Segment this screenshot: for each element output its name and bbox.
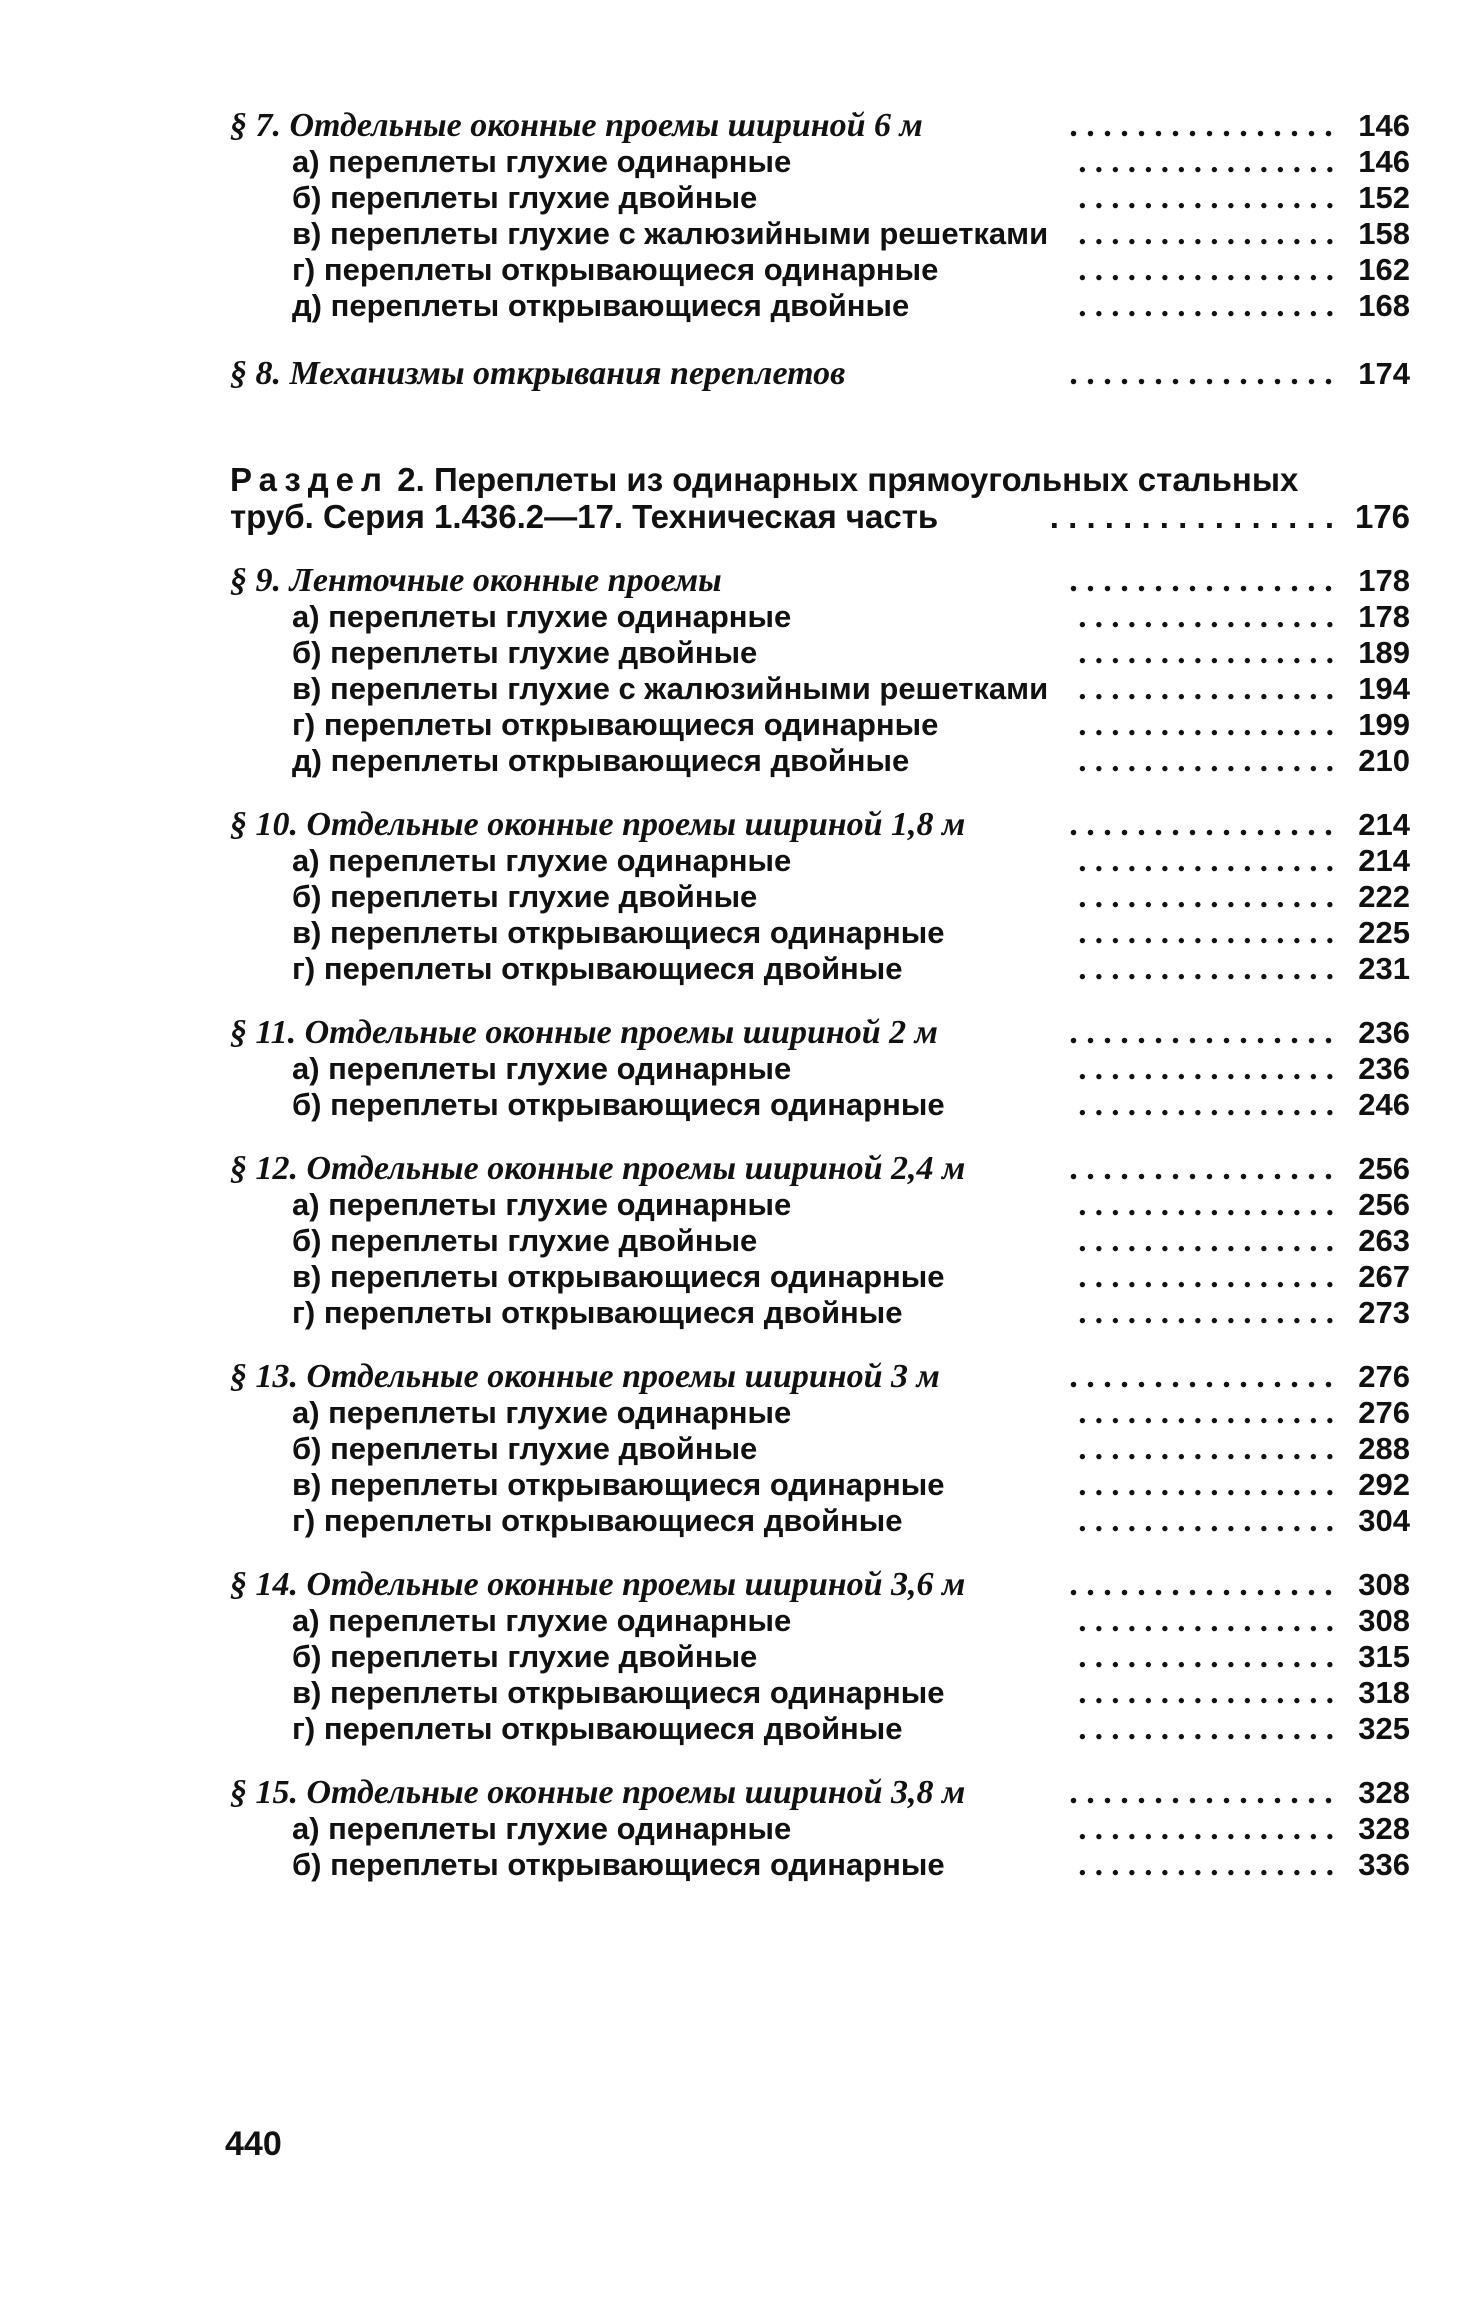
section-title: § 12. Отдельные оконные проемы шириной 2,4 м [230, 1150, 966, 1187]
leader-dots: . . . . . . . . . . . . . . . . [1078, 1467, 1334, 1503]
toc-item [230, 1639, 1410, 1675]
leader-dots: . . . . . . . . . . . . . . . . [1078, 915, 1334, 951]
page-ref: 236 [1358, 1051, 1410, 1086]
toc-item [230, 1431, 1410, 1467]
toc-item [230, 635, 1410, 671]
leader-dots: . . . . . . . . . . . . . . . . [1078, 1051, 1334, 1087]
toc-item [230, 1295, 1410, 1331]
page-ref: 222 [1358, 879, 1410, 914]
toc-item [230, 1395, 1410, 1431]
leader-dots: . . . . . . . . . . . . . . . . [1078, 1187, 1334, 1223]
leader-dots: . . . . . . . . . . . . . . . . [1078, 1503, 1334, 1539]
page-ref: 304 [1358, 1503, 1410, 1538]
leader-dots: . . . . . . . . . . . . . . . . [1078, 843, 1334, 879]
item-label: а) переплеты глухие одинарные [292, 1603, 792, 1638]
page-ref: 336 [1358, 1847, 1410, 1882]
page-ref: 214 [1358, 843, 1410, 878]
leader-dots: . . . . . . . . . . . . . . . . [1078, 1087, 1334, 1123]
toc-item [230, 288, 1410, 324]
leader-dots: . . . . . . . . . . . . . . . . [1078, 743, 1334, 779]
toc-item [230, 599, 1410, 635]
page-ref: 146 [1358, 144, 1410, 179]
toc-item [230, 671, 1410, 707]
section-title: § 7. Отдельные оконные проемы шириной 6 м [230, 107, 923, 144]
toc-item [230, 144, 1410, 180]
item-label: в) переплеты глухие с жалюзийными решетками [292, 671, 1049, 706]
leader-dots: . . . . . . . . . . . . . . . . [1078, 1431, 1334, 1467]
toc-item [230, 915, 1410, 951]
page-ref: 176 [1354, 498, 1410, 535]
toc-item [230, 1603, 1410, 1639]
item-label: г) переплеты открывающиеся двойные [292, 1295, 903, 1330]
leader-dots: . . . . . . . . . . . . . . . . [1078, 180, 1334, 216]
item-label: г) переплеты открывающиеся двойные [292, 1503, 903, 1538]
toc-item [230, 1223, 1410, 1259]
leader-dots: . . . . . . . . . . . . . . . . [1078, 1675, 1334, 1711]
page-ref: 236 [1358, 1015, 1410, 1050]
leader-dots: . . . . . . . . . . . . . . . . [1078, 879, 1334, 915]
part-title-line-1: 2. Переплеты из одинарных прямоугольных стальных [397, 461, 1299, 498]
leader-dots: . . . . . . . . . . . . . . . . [1078, 1295, 1334, 1331]
part-heading-line-1 [230, 462, 1410, 499]
item-label: в) переплеты открывающиеся одинарные [292, 1259, 945, 1294]
section-title: § 9. Ленточные оконные проемы [230, 562, 722, 599]
page-ref: 318 [1358, 1675, 1410, 1710]
leader-dots: . . . . . . . . . . . . . . . . [1049, 499, 1334, 535]
page-ref: 199 [1358, 707, 1410, 742]
page-ref: 210 [1358, 743, 1410, 778]
item-label: в) переплеты открывающиеся одинарные [292, 1467, 945, 1502]
item-label: г) переплеты открывающиеся одинарные [292, 707, 939, 742]
leader-dots: . . . . . . . . . . . . . . . . [1078, 1259, 1334, 1295]
item-label: б) переплеты открывающиеся одинарные [292, 1087, 945, 1122]
toc-item [230, 252, 1410, 288]
leader-dots: . . . . . . . . . . . . . . . . [1078, 707, 1334, 743]
leader-dots: . . . . . . . . . . . . . . . . [1070, 1015, 1334, 1051]
item-label: а) переплеты глухие одинарные [292, 1187, 792, 1222]
toc-item [230, 843, 1410, 879]
toc-section-15 [230, 1775, 1410, 1811]
leader-dots: . . . . . . . . . . . . . . . . [1070, 563, 1334, 599]
item-label: б) переплеты глухие двойные [292, 879, 758, 914]
page-ref: 263 [1358, 1223, 1410, 1258]
page-ref: 162 [1358, 252, 1410, 287]
item-label: г) переплеты открывающиеся одинарные [292, 252, 939, 287]
leader-dots: . . . . . . . . . . . . . . . . [1078, 1811, 1334, 1847]
item-label: б) переплеты глухие двойные [292, 1639, 758, 1674]
leader-dots: . . . . . . . . . . . . . . . . [1070, 1151, 1334, 1187]
leader-dots: . . . . . . . . . . . . . . . . [1070, 108, 1334, 144]
toc-item [230, 707, 1410, 743]
page-number: 440 [225, 2125, 282, 2163]
page-ref: 273 [1358, 1295, 1410, 1330]
item-label: д) переплеты открывающиеся двойные [292, 743, 910, 778]
leader-dots: . . . . . . . . . . . . . . . . [1078, 1603, 1334, 1639]
page-ref: 214 [1358, 807, 1410, 842]
item-label: б) переплеты глухие двойные [292, 635, 758, 670]
toc-item [230, 216, 1410, 252]
item-label: а) переплеты глухие одинарные [292, 843, 792, 878]
toc-item [230, 1051, 1410, 1087]
leader-dots: . . . . . . . . . . . . . . . . [1078, 1847, 1334, 1883]
leader-dots: . . . . . . . . . . . . . . . . [1078, 1223, 1334, 1259]
toc-section-9 [230, 563, 1410, 599]
page-ref: 276 [1358, 1395, 1410, 1430]
toc-item [230, 1503, 1410, 1539]
leader-dots: . . . . . . . . . . . . . . . . [1078, 1395, 1334, 1431]
table-of-contents [230, 108, 1410, 1883]
section-title: § 11. Отдельные оконные проемы шириной 2 м [230, 1014, 938, 1051]
page-ref: 315 [1358, 1639, 1410, 1674]
item-label: б) переплеты глухие двойные [292, 180, 758, 215]
leader-dots: . . . . . . . . . . . . . . . . [1078, 252, 1334, 288]
page-ref: 152 [1358, 180, 1410, 215]
page-ref: 246 [1358, 1087, 1410, 1122]
item-label: а) переплеты глухие одинарные [292, 599, 792, 634]
page-ref: 292 [1358, 1467, 1410, 1502]
section-title: § 14. Отдельные оконные проемы шириной 3,6 м [230, 1566, 966, 1603]
toc-item [230, 1259, 1410, 1295]
toc-section-14 [230, 1567, 1410, 1603]
page-ref: 178 [1358, 599, 1410, 634]
leader-dots: . . . . . . . . . . . . . . . . [1078, 288, 1334, 324]
section-title: § 15. Отдельные оконные проемы шириной 3,8 м [230, 1774, 966, 1811]
page-ref: 276 [1358, 1359, 1410, 1394]
leader-dots: . . . . . . . . . . . . . . . . [1070, 807, 1334, 843]
page-ref: 231 [1358, 951, 1410, 986]
item-label: а) переплеты глухие одинарные [292, 1395, 792, 1430]
item-label: а) переплеты глухие одинарные [292, 144, 792, 179]
page-ref: 256 [1358, 1187, 1410, 1222]
item-label: а) переплеты глухие одинарные [292, 1811, 792, 1846]
part-heading [230, 462, 1410, 535]
item-label: в) переплеты открывающиеся одинарные [292, 1675, 945, 1710]
toc-section-10 [230, 807, 1410, 843]
toc-section-8 [230, 356, 1410, 392]
item-label: д) переплеты открывающиеся двойные [292, 288, 910, 323]
toc-item [230, 1087, 1410, 1123]
toc-item [230, 1847, 1410, 1883]
page-ref: 146 [1358, 108, 1410, 143]
page-ref: 288 [1358, 1431, 1410, 1466]
page-ref: 328 [1358, 1775, 1410, 1810]
toc-item [230, 1187, 1410, 1223]
leader-dots: . . . . . . . . . . . . . . . . [1078, 1711, 1334, 1747]
section-title: § 10. Отдельные оконные проемы шириной 1,8 м [230, 806, 966, 843]
leader-dots: . . . . . . . . . . . . . . . . [1070, 1567, 1334, 1603]
page-ref: 225 [1358, 915, 1410, 950]
page-ref: 328 [1358, 1811, 1410, 1846]
part-title-line-2: труб. Серия 1.436.2—17. Техническая часть [230, 498, 939, 535]
page-ref: 308 [1358, 1567, 1410, 1602]
page-ref: 174 [1358, 356, 1410, 391]
toc-item [230, 180, 1410, 216]
item-label: б) переплеты открывающиеся одинарные [292, 1847, 945, 1882]
leader-dots: . . . . . . . . . . . . . . . . [1078, 671, 1334, 707]
toc-item [230, 1811, 1410, 1847]
leader-dots: . . . . . . . . . . . . . . . . [1070, 356, 1334, 392]
toc-item [230, 1675, 1410, 1711]
item-label: а) переплеты глухие одинарные [292, 1051, 792, 1086]
item-label: г) переплеты открывающиеся двойные [292, 951, 903, 986]
part-prefix: Раздел [230, 461, 389, 498]
toc-section-11 [230, 1015, 1410, 1051]
toc-section-7 [230, 108, 1410, 144]
leader-dots: . . . . . . . . . . . . . . . . [1078, 599, 1334, 635]
toc-item [230, 743, 1410, 779]
leader-dots: . . . . . . . . . . . . . . . . [1078, 144, 1334, 180]
toc-item [230, 879, 1410, 915]
leader-dots: . . . . . . . . . . . . . . . . [1078, 1639, 1334, 1675]
page-ref: 178 [1358, 563, 1410, 598]
section-title: § 13. Отдельные оконные проемы шириной 3 м [230, 1358, 940, 1395]
toc-item [230, 1711, 1410, 1747]
page-ref: 168 [1358, 288, 1410, 323]
toc-section-12 [230, 1151, 1410, 1187]
item-label: б) переплеты глухие двойные [292, 1223, 758, 1258]
toc-section-13 [230, 1359, 1410, 1395]
page-ref: 189 [1358, 635, 1410, 670]
leader-dots: . . . . . . . . . . . . . . . . [1078, 216, 1334, 252]
page-ref: 256 [1358, 1151, 1410, 1186]
item-label: в) переплеты глухие с жалюзийными решетками [292, 216, 1049, 251]
toc-item [230, 951, 1410, 987]
leader-dots: . . . . . . . . . . . . . . . . [1070, 1359, 1334, 1395]
section-title: § 8. Механизмы открывания переплетов [230, 355, 846, 392]
leader-dots: . . . . . . . . . . . . . . . . [1078, 635, 1334, 671]
page-ref: 194 [1358, 671, 1410, 706]
item-label: б) переплеты глухие двойные [292, 1431, 758, 1466]
item-label: в) переплеты открывающиеся одинарные [292, 915, 945, 950]
item-label: г) переплеты открывающиеся двойные [292, 1711, 903, 1746]
part-heading-line-2 [230, 499, 1410, 535]
leader-dots: . . . . . . . . . . . . . . . . [1078, 951, 1334, 987]
page-ref: 158 [1358, 216, 1410, 251]
page-ref: 308 [1358, 1603, 1410, 1638]
toc-item [230, 1467, 1410, 1503]
page-ref: 325 [1358, 1711, 1410, 1746]
leader-dots: . . . . . . . . . . . . . . . . [1070, 1775, 1334, 1811]
page-ref: 267 [1358, 1259, 1410, 1294]
